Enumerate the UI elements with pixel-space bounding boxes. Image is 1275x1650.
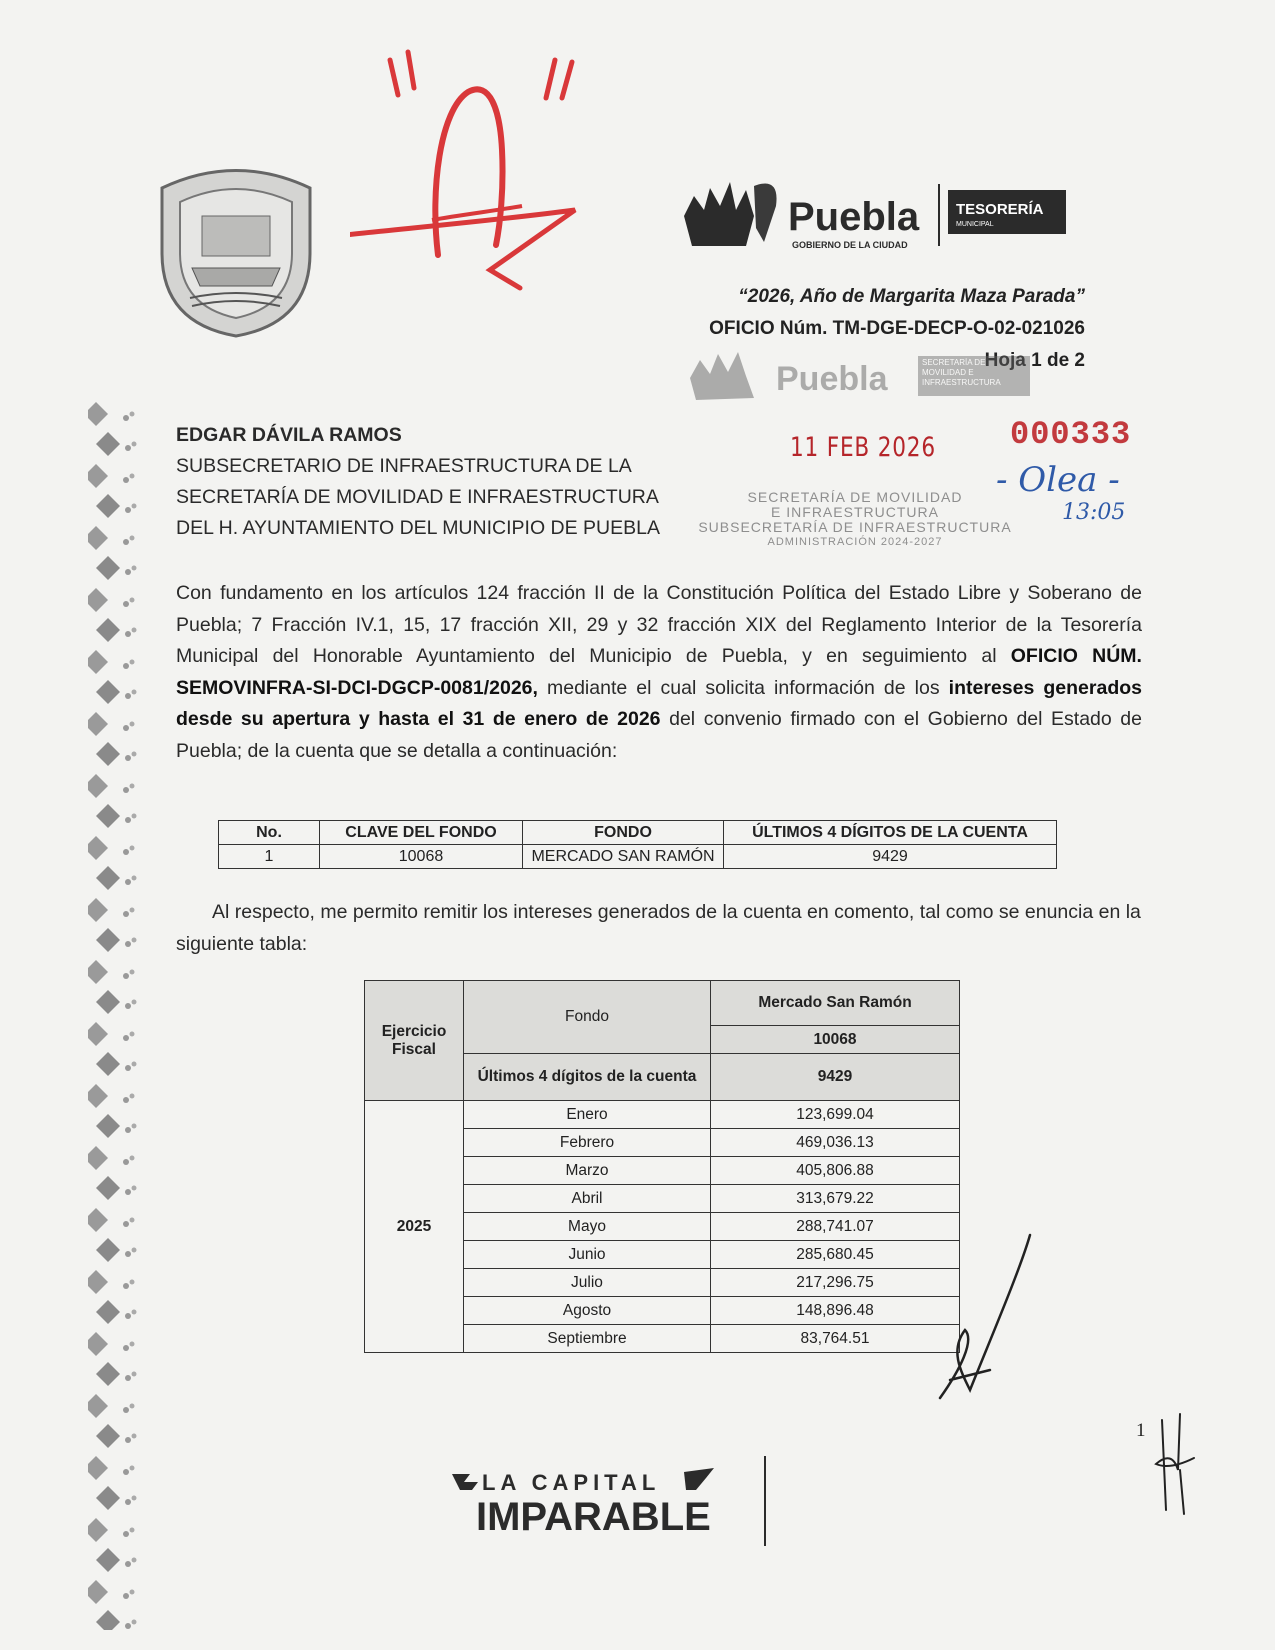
month-cell: Abril bbox=[464, 1185, 711, 1213]
logo-dept-box-sub: MUNICIPAL bbox=[956, 221, 994, 228]
stamp-line-1: SECRETARÍA DE MOVILIDAD bbox=[747, 489, 963, 505]
th-digitos: ÚLTIMOS 4 DÍGITOS DE LA CUENTA bbox=[724, 821, 1057, 845]
month-cell: Junio bbox=[464, 1241, 711, 1269]
logo-wordmark: Puebla bbox=[788, 195, 920, 239]
initials-signature bbox=[1150, 1410, 1200, 1520]
amount-cell: 285,680.45 bbox=[711, 1241, 960, 1269]
cell-no: 1 bbox=[219, 845, 320, 869]
recipient-name: EDGAR DÁVILA RAMOS bbox=[176, 424, 402, 446]
fiscal-year: 2025 bbox=[365, 1101, 464, 1353]
handwritten-red-a-mark bbox=[350, 40, 620, 310]
body-paragraph-1 bbox=[176, 578, 1142, 767]
amount-cell: 469,036.13 bbox=[711, 1129, 960, 1157]
month-cell: Julio bbox=[464, 1269, 711, 1297]
amount-cell: 148,896.48 bbox=[711, 1297, 960, 1325]
th-ejercicio: Ejercicio Fiscal bbox=[365, 981, 464, 1101]
footer-line-2: IMPARABLE bbox=[476, 1495, 711, 1539]
th-fondo: FONDO bbox=[523, 821, 724, 845]
p1-interest-period: intereses generados desde su apertura y hasta el 31 de enero de 2026 bbox=[176, 676, 1142, 730]
account-table bbox=[218, 820, 1057, 869]
month-cell: Septiembre bbox=[464, 1325, 711, 1353]
th-digitos: Últimos 4 dígitos de la cuenta bbox=[464, 1054, 711, 1101]
handwritten-received-time: 13:05 bbox=[1062, 500, 1126, 525]
cell-fondo: MERCADO SAN RAMÓN bbox=[523, 845, 724, 869]
table-row bbox=[365, 1101, 960, 1129]
th-clave: CLAVE DEL FONDO bbox=[320, 821, 523, 845]
amount-cell: 288,741.07 bbox=[711, 1213, 960, 1241]
month-cell: Febrero bbox=[464, 1129, 711, 1157]
recipient-block bbox=[176, 420, 660, 544]
handwritten-receiver-name: - Olea - bbox=[996, 460, 1120, 500]
handwritten-signature bbox=[930, 1230, 1040, 1400]
p1-oficio-reference: OFICIO NÚM. SEMOVINFRA-SI-DCI-DGCP-0081/2026, bbox=[176, 645, 1142, 699]
cell-clave: 10068 bbox=[320, 845, 523, 869]
amount-cell: 313,679.22 bbox=[711, 1185, 960, 1213]
amount-cell: 217,296.75 bbox=[711, 1269, 960, 1297]
month-cell: Enero bbox=[464, 1101, 711, 1129]
page-count: Hoja 1 de 2 bbox=[984, 350, 1085, 371]
th-no: No. bbox=[219, 821, 320, 845]
month-cell: Agosto bbox=[464, 1297, 711, 1325]
body-paragraph-2 bbox=[176, 897, 1142, 960]
amount-cell: 123,699.04 bbox=[711, 1101, 960, 1129]
recipient-title-line-3: DEL H. AYUNTAMIENTO DEL MUNICIPIO DE PUEBLA bbox=[176, 517, 660, 539]
th-fondo: Fondo bbox=[464, 981, 711, 1054]
th-fund-key: 10068 bbox=[711, 1026, 960, 1054]
account-table-header bbox=[219, 821, 1057, 845]
received-office-stamp bbox=[690, 490, 1020, 550]
puebla-tesoreria-logo bbox=[680, 176, 1100, 254]
p1-text-c: mediante el cual solicita información de los bbox=[537, 676, 949, 699]
semovinfra-stamp-logo bbox=[686, 346, 1036, 408]
th-account: 9429 bbox=[711, 1054, 960, 1101]
month-cell: Mayo bbox=[464, 1213, 711, 1241]
oficio-number: OFICIO Núm. TM-DGE-DECP-O-02-021026 bbox=[709, 318, 1085, 339]
th-fund-name: Mercado San Ramón bbox=[711, 981, 960, 1026]
received-date-stamp: 11 FEB 2026 bbox=[790, 432, 936, 463]
decorative-side-border bbox=[88, 400, 138, 1630]
cell-digitos: 9429 bbox=[724, 845, 1057, 869]
amount-cell: 83,764.51 bbox=[711, 1325, 960, 1353]
stamp-line-2: E INFRAESTRUCTURA bbox=[771, 504, 939, 520]
month-cell: Marzo bbox=[464, 1157, 711, 1185]
recipient-title-line-1: SUBSECRETARIO DE INFRAESTRUCTURA DE LA bbox=[176, 455, 632, 477]
la-capital-imparable-logo bbox=[448, 1456, 768, 1546]
stamp-line-4: ADMINISTRACIÓN 2024-2027 bbox=[767, 536, 943, 548]
logo-dept-box: TESORERÍA bbox=[956, 201, 1044, 218]
p1-text-a: Con fundamento en los artículos 124 fracción II de la Constitución Política del Estado Libre y Soberano de Puebla; 7 Fracción IV.1, 15, 17 fracción XII, 29 y 32 fracción XIX del Reglamento Interior de la Tesorería Municipal del Honorable Ayuntamiento del Municipio de Puebla, y en seguimiento al bbox=[176, 582, 1142, 667]
year-motto: “2026, Año de Margarita Maza Parada” bbox=[738, 286, 1085, 307]
p1-text-e: del convenio firmado con el Gobierno del Estado de Puebla; de la cuenta que se detalla a continuación: bbox=[176, 708, 1142, 762]
amount-cell: 405,806.88 bbox=[711, 1157, 960, 1185]
footer-line-1: LA CAPITAL bbox=[482, 1470, 661, 1495]
interest-table bbox=[364, 980, 960, 1353]
city-crest-emblem bbox=[152, 158, 320, 338]
p2-text: Al respecto, me permito remitir los intereses generados de la cuenta en comento, tal como se enuncia en la siguiente tabla: bbox=[176, 901, 1141, 955]
stamp-logo-wordmark: Puebla bbox=[776, 360, 888, 398]
table-row bbox=[219, 845, 1057, 869]
logo-subtitle: GOBIERNO DE LA CIUDAD bbox=[792, 240, 908, 250]
stamp-line-3: SUBSECRETARÍA DE INFRAESTRUCTURA bbox=[698, 519, 1012, 535]
received-folio-number: 000333 bbox=[1010, 416, 1132, 453]
page-number: 1 bbox=[1136, 1420, 1146, 1441]
recipient-title-line-2: SECRETARÍA DE MOVILIDAD E INFRAESTRUCTURA bbox=[176, 486, 659, 508]
stamp-logo-box: SECRETARÍA DE MOVILIDAD E INFRAESTRUCTURA bbox=[922, 358, 1001, 387]
